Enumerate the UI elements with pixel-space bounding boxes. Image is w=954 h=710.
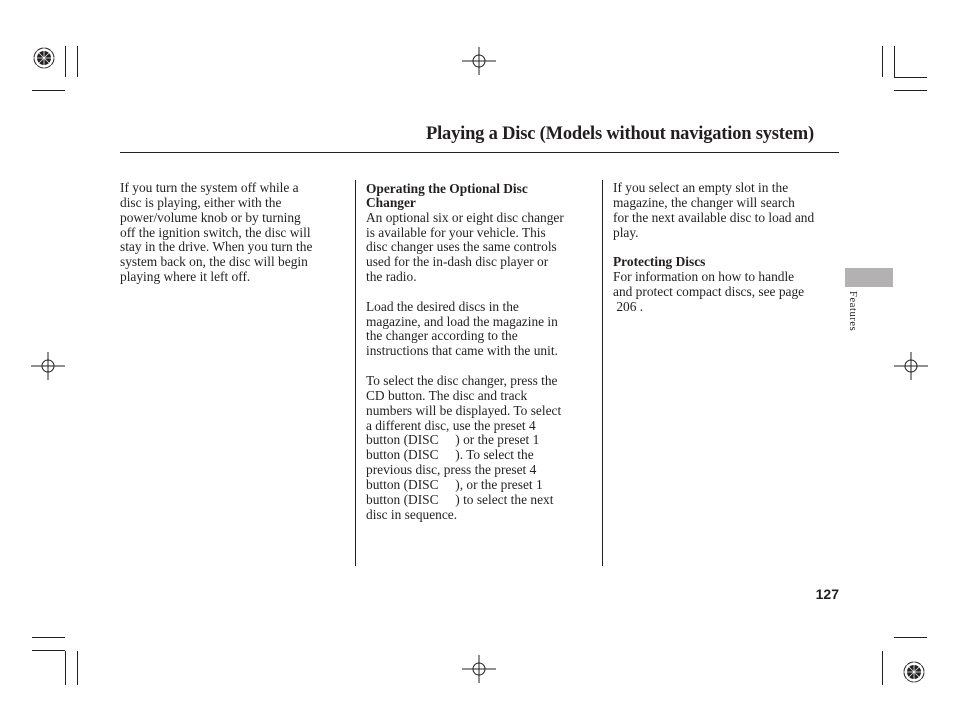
crop-mark [882,651,883,685]
section-heading: Protecting Discs [613,254,706,270]
text-line: stay in the drive. When you turn the [120,239,313,255]
text-line: CD button. The disc and track [366,387,528,403]
text-line: a different disc, use the preset 4 [366,417,536,433]
crop-mark [894,90,927,91]
column-divider [602,180,603,566]
text-line: disc is playing, either with the [120,194,282,210]
text-line: the radio. [366,269,417,285]
text-line: for the next available disc to load and [613,209,815,225]
text-line: To select the disc changer, press the [366,372,558,388]
section-label: Features [847,291,858,332]
crop-mark [65,651,66,685]
text-line: system back on, the disc will begin [120,254,308,270]
section-tab [845,268,893,287]
text-line: previous disc, press the preset 4 [366,462,537,478]
text-line: button (DISC ) or the preset 1 [366,432,540,448]
registration-target-icon [901,659,927,685]
page-number: 127 [815,586,839,602]
page-title: Playing a Disc (Models without navigation system) [426,124,814,144]
section-heading: Operating the Optional Disc [366,181,528,196]
middle-column [366,182,596,522]
text-line: If you select an empty slot in the [613,180,789,195]
crop-mark [894,77,927,78]
crosshair-icon [31,352,65,380]
text-line: disc in sequence. [366,506,458,522]
text-line: power/volume knob or by turning [120,209,301,225]
text-line: magazine, the changer will search [613,194,795,210]
text-line: For information on how to handle [613,269,795,285]
text-line: and protect compact discs, see page [613,283,805,299]
text-line: button (DISC ). To select the [366,447,534,463]
text-line: the changer according to the [366,328,518,344]
title-rule [120,152,839,153]
crop-mark [32,650,65,651]
crop-mark [32,90,65,91]
crosshair-icon [894,352,928,380]
crop-mark [77,46,78,77]
crosshair-icon [462,655,496,683]
text-line: button (DISC ) to select the next [366,491,554,507]
left-column [120,181,348,285]
section-heading: Changer [366,194,416,210]
text-line: is available for your vehicle. This [366,224,546,240]
crop-mark [77,651,78,685]
crop-mark [65,46,66,77]
crop-mark [32,637,65,638]
text-line: button (DISC ), or the preset 1 [366,476,543,492]
crosshair-icon [462,47,496,75]
crop-mark [894,637,927,638]
crop-mark [882,46,883,77]
column-divider [355,180,356,566]
text-line: play. [613,224,639,240]
registration-target-icon [31,45,57,71]
right-column [613,181,843,315]
text-line: If you turn the system off while a [120,180,299,195]
text-line: used for the in-dash disc player or [366,254,549,270]
text-line: playing where it left off. [120,269,251,285]
text-line: off the ignition switch, the disc will [120,224,311,240]
text-line: Load the desired discs in the [366,298,519,314]
text-line: instructions that came with the unit. [366,343,558,359]
text-line: disc changer uses the same controls [366,239,557,255]
text-line: magazine, and load the magazine in [366,313,558,329]
page-reference-link[interactable]: 206 . [613,298,644,314]
text-line: An optional six or eight disc changer [366,209,564,225]
crop-mark [894,46,895,77]
text-line: numbers will be displayed. To select [366,402,562,418]
